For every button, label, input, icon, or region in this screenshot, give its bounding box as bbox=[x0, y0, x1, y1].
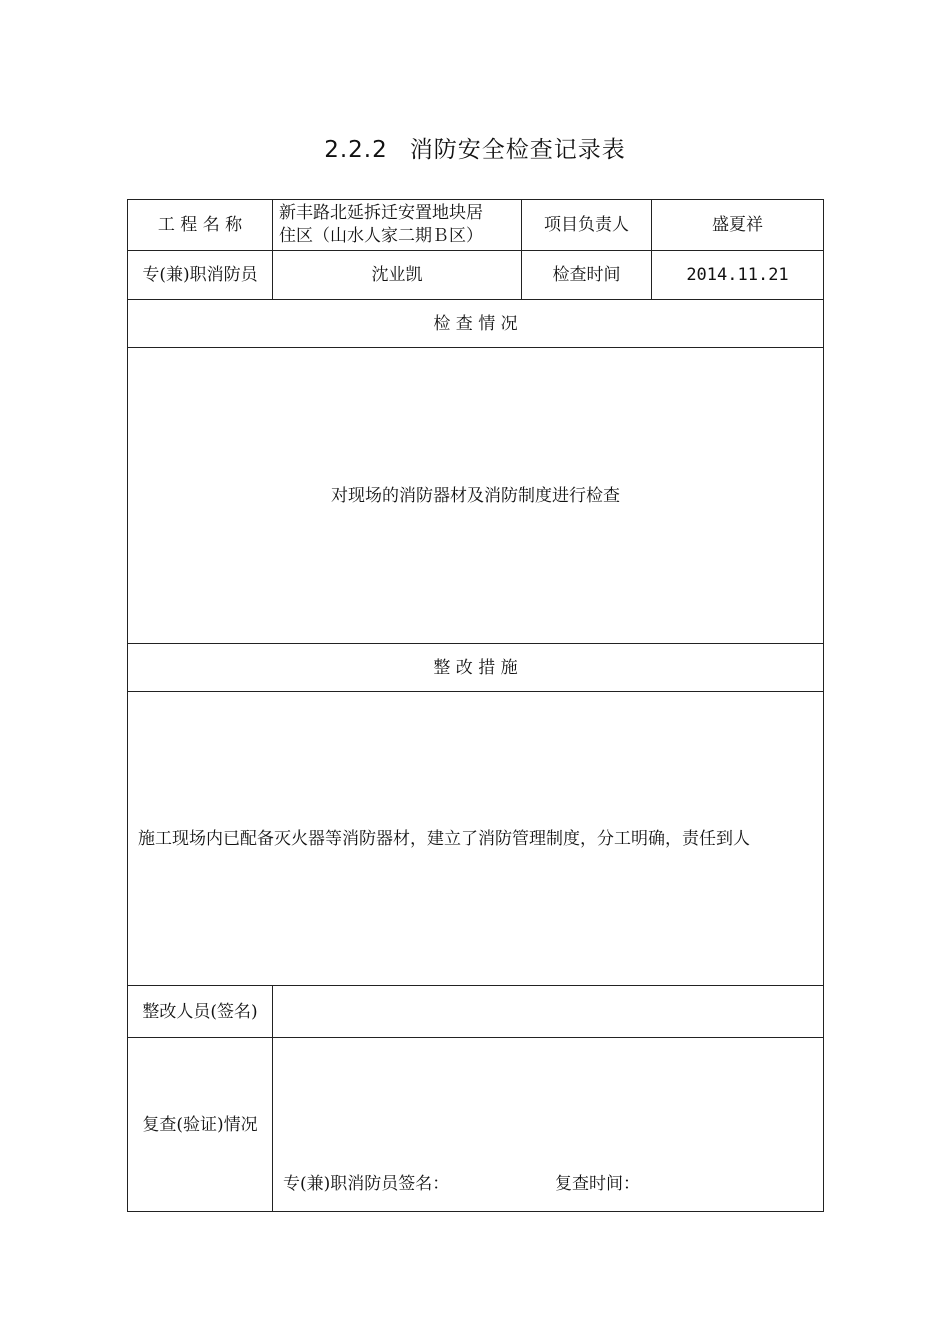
inspection-header: 检 查 情 况 bbox=[128, 300, 824, 348]
manager-label: 项目负责人 bbox=[522, 200, 652, 251]
review-row bbox=[128, 1038, 824, 1212]
rectification-content-row bbox=[128, 692, 824, 986]
rectification-content: 施工现场内已配备灭火器等消防器材，建立了消防管理制度，分工明确，责任到人 bbox=[128, 692, 824, 986]
title-number: 2.2.2 bbox=[324, 137, 388, 163]
rectification-header-row bbox=[128, 644, 824, 692]
manager-value: 盛夏祥 bbox=[652, 200, 824, 251]
rectifier-row bbox=[128, 986, 824, 1038]
rectifier-signature bbox=[273, 986, 824, 1038]
inspection-content: 对现场的消防器材及消防制度进行检查 bbox=[128, 348, 824, 644]
officer-label: 专(兼)职消防员 bbox=[128, 251, 273, 300]
rectification-header: 整 改 措 施 bbox=[128, 644, 824, 692]
inspection-content-row bbox=[128, 348, 824, 644]
project-name-label: 工 程 名 称 bbox=[128, 200, 273, 251]
page-title bbox=[0, 132, 950, 168]
project-row bbox=[128, 200, 824, 251]
officer-row bbox=[128, 251, 824, 300]
project-name-line1: 新丰路北延拆迁安置地块居 bbox=[279, 203, 483, 223]
inspection-time-value: 2014.11.21 bbox=[652, 251, 824, 300]
fire-safety-inspection-table bbox=[127, 199, 824, 1212]
officer-value: 沈业凯 bbox=[273, 251, 522, 300]
officer-sign-label: 专(兼)职消防员签名： bbox=[283, 1174, 450, 1194]
review-content bbox=[273, 1038, 824, 1212]
rectifier-label: 整改人员(签名) bbox=[128, 986, 273, 1038]
title-text: 消防安全检查记录表 bbox=[409, 137, 626, 163]
review-label: 复查(验证)情况 bbox=[128, 1038, 273, 1212]
inspection-time-label: 检查时间 bbox=[522, 251, 652, 300]
project-name-value bbox=[273, 200, 522, 251]
inspection-header-row bbox=[128, 300, 824, 348]
review-time-label: 复查时间： bbox=[555, 1174, 640, 1194]
project-name-line2: 住区（山水人家二期Ｂ区） bbox=[279, 226, 483, 246]
